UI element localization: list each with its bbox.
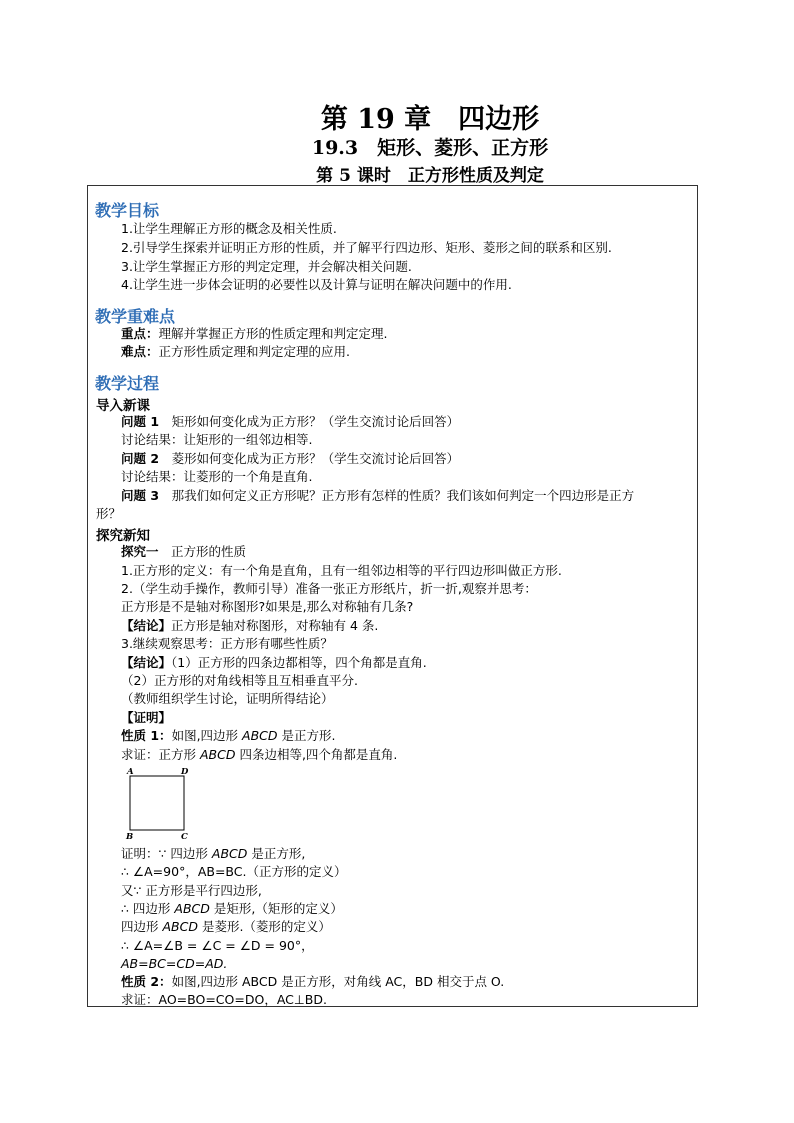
explore-heading: 探究新知: [96, 528, 150, 544]
vertex-c-label: C: [181, 832, 188, 839]
question-2: 问题 2 菱形如何变化成为正方形？（学生交流讨论后回答）: [121, 451, 460, 466]
vertex-a-label: A: [127, 767, 134, 777]
square-definition: 1.正方形的定义：有一个角是直角，且有一组邻边相等的平行四边形叫做正方形.: [121, 563, 562, 578]
teacher-note: （教师组织学生讨论，证明所得结论）: [121, 691, 334, 706]
proof-line-4: ∴ 四边形 ABCD 是矩形,（矩形的定义）: [121, 901, 343, 916]
operation-question: 正方形是不是轴对称图形?如果是,那么对称轴有几条?: [121, 599, 414, 614]
proof-line-1: 证明：∵ 四边形 ABCD 是正方形,: [121, 846, 306, 861]
objectives-heading: 教学目标: [95, 201, 160, 220]
square-shape: [130, 776, 184, 830]
observe-text: 3.继续观察思考：正方形有哪些性质？: [121, 636, 333, 651]
content-box: [87, 185, 698, 1007]
difficult-point: 难点：正方形性质定理和判定定理的应用.: [121, 344, 350, 359]
question-1: 问题 1 矩形如何变化成为正方形？（学生交流讨论后回答）: [121, 414, 460, 429]
property-2: 性质 2：如图,四边形 ABCD 是正方形，对角线 AC，BD 相交于点 O.: [121, 974, 505, 989]
explore-1-title: 探究一 正方形的性质: [121, 544, 247, 559]
key-point: 重点：理解并掌握正方形的性质定理和判定定理.: [121, 326, 388, 341]
intro-heading: 导入新课: [96, 398, 150, 414]
objective-2: 2.引导学生探索并证明正方形的性质，并了解平行四边形、矩形、菱形之间的联系和区别.: [121, 240, 612, 255]
prove-1: 求证：正方形 ABCD 四条边相等,四个角都是直角.: [121, 747, 398, 762]
question-3: 问题 3 那我们如何定义正方形呢？正方形有怎样的性质？我们该如何判定一个四边形是正方: [121, 488, 635, 503]
section-title: 19.3 矩形、菱形、正方形: [311, 137, 549, 159]
operation-text: 2.（学生动手操作，教师引导）准备一张正方形纸片，折一折,观察并思考：: [121, 581, 537, 596]
keypoints-heading: 教学重难点: [95, 307, 176, 326]
question-3-cont: 形？: [96, 506, 122, 521]
vertex-b-label: B: [126, 832, 134, 839]
proof-label: 【证明】: [121, 710, 172, 725]
vertex-d-label: D: [181, 767, 189, 777]
lesson-title: 第 5 课时 正方形性质及判定: [316, 166, 544, 186]
proof-line-3: 又∵ 正方形是平行四边形,: [121, 883, 262, 898]
proof-line-2: ∴ ∠A=90°，AB=BC.（正方形的定义）: [121, 864, 347, 879]
prove-2: 求证：AO=BO=CO=DO，AC⊥BD.: [121, 992, 327, 1007]
conclusion-2: 【结论】（1）正方形的四条边都相等，四个角都是直角.: [121, 655, 427, 670]
objective-4: 4.让学生进一步体会证明的必要性以及计算与证明在解决问题中的作用.: [121, 277, 512, 292]
property-1: 性质 1：如图,四边形 ABCD 是正方形.: [121, 728, 336, 743]
process-heading: 教学过程: [95, 374, 160, 393]
proof-line-5: 四边形 ABCD 是菱形.（菱形的定义）: [121, 919, 331, 934]
question-2-result: 讨论结果：让菱形的一个角是直角.: [121, 469, 313, 484]
proof-line-6: ∴ ∠A=∠B = ∠C = ∠D = 90°，: [121, 938, 314, 953]
question-1-result: 讨论结果：让矩形的一组邻边相等.: [121, 432, 313, 447]
chapter-title: 第 19 章 四边形: [320, 104, 540, 135]
objective-3: 3.让学生掌握正方形的判定定理，并会解决相关问题.: [121, 259, 412, 274]
conclusion-2b: （2）正方形的对角线相等且互相垂直平分.: [121, 673, 358, 688]
objective-1: 1.让学生理解正方形的概念及相关性质.: [121, 221, 337, 236]
proof-line-7: AB=BC=CD=AD.: [121, 956, 228, 971]
conclusion-1: 【结论】正方形是轴对称图形，对称轴有 4 条.: [121, 618, 379, 633]
square-figure: [121, 767, 201, 839]
